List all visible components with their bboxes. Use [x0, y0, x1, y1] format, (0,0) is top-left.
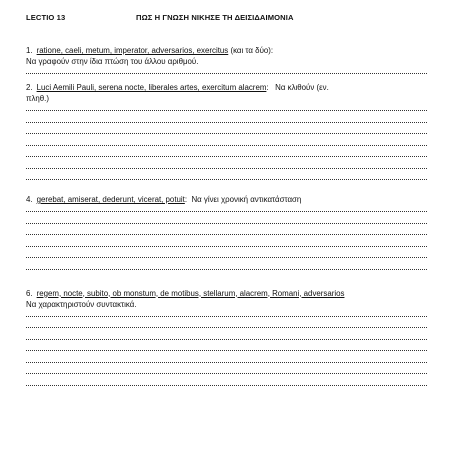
answer-line[interactable]	[26, 73, 427, 74]
exercise-number: 4.	[26, 195, 33, 204]
answer-line[interactable]	[26, 122, 427, 123]
lesson-number: LECTIO 13	[26, 13, 66, 22]
exercise-note: (και τα δύο):	[228, 46, 274, 55]
exercise-number: 1.	[26, 46, 33, 55]
answer-line[interactable]	[26, 373, 427, 374]
answer-line[interactable]	[26, 385, 427, 386]
exercise-number: 6.	[26, 288, 33, 298]
exercise-prompt	[26, 194, 427, 205]
exercise-prompt	[26, 82, 427, 93]
exercise-6	[26, 288, 427, 386]
exercise-instruction: Να κλιθούν (εν.	[268, 83, 329, 92]
exercise-instruction: Να γίνει χρονική αντικατάσταση	[187, 195, 302, 204]
lesson-title: ΠΩΣ Η ΓΝΩΣΗ ΝΙΚΗΣΕ ΤΗ ΔΕΙΣΙΔΑΙΜΟΝΙΑ	[136, 13, 294, 22]
exercise-note: :	[266, 83, 269, 92]
exercise-instruction-cont: πληθ.)	[26, 94, 49, 103]
latin-words: ratione, caeli, metum, imperator, adversarios, exercitus	[36, 46, 229, 55]
answer-line[interactable]	[26, 339, 427, 340]
answer-line[interactable]	[26, 234, 427, 235]
answer-line[interactable]	[26, 156, 427, 157]
answer-line[interactable]	[26, 211, 427, 212]
answer-line[interactable]	[26, 179, 427, 180]
answer-line[interactable]	[26, 257, 427, 258]
exercise-note: :	[184, 195, 188, 204]
answer-line[interactable]	[26, 246, 427, 247]
exercise-instruction: Να γραφούν στην ίδια πτώση του άλλου αριθμού.	[26, 57, 199, 66]
answer-line[interactable]	[26, 350, 427, 351]
answer-line[interactable]	[26, 316, 427, 317]
exercise-1	[26, 45, 427, 74]
answer-line[interactable]	[26, 362, 427, 363]
exercise-2	[26, 82, 427, 180]
answer-line[interactable]	[26, 269, 427, 270]
latin-words: regem, nocte, subito, ob monstum, de motibus, stellarum, alacrem, Romani, adversarios	[36, 288, 345, 298]
answer-line[interactable]	[26, 133, 427, 134]
answer-line[interactable]	[26, 110, 427, 111]
answer-line[interactable]	[26, 168, 427, 169]
latin-words: gerebat, amiserat, dederunt, vicerat, potuit	[36, 195, 185, 204]
worksheet-header	[26, 13, 427, 25]
answer-line[interactable]	[26, 327, 427, 328]
latin-words: Luci Aemili Pauli, serena nocte, liberales artes, exercitum alacrem	[36, 83, 267, 92]
exercise-prompt	[26, 288, 427, 299]
exercise-4	[26, 194, 427, 270]
exercise-prompt	[26, 45, 427, 56]
answer-line[interactable]	[26, 223, 427, 224]
exercise-number: 2.	[26, 83, 33, 92]
exercise-instruction: Να χαρακτηριστούν συντακτικά.	[26, 299, 137, 309]
answer-line[interactable]	[26, 145, 427, 146]
